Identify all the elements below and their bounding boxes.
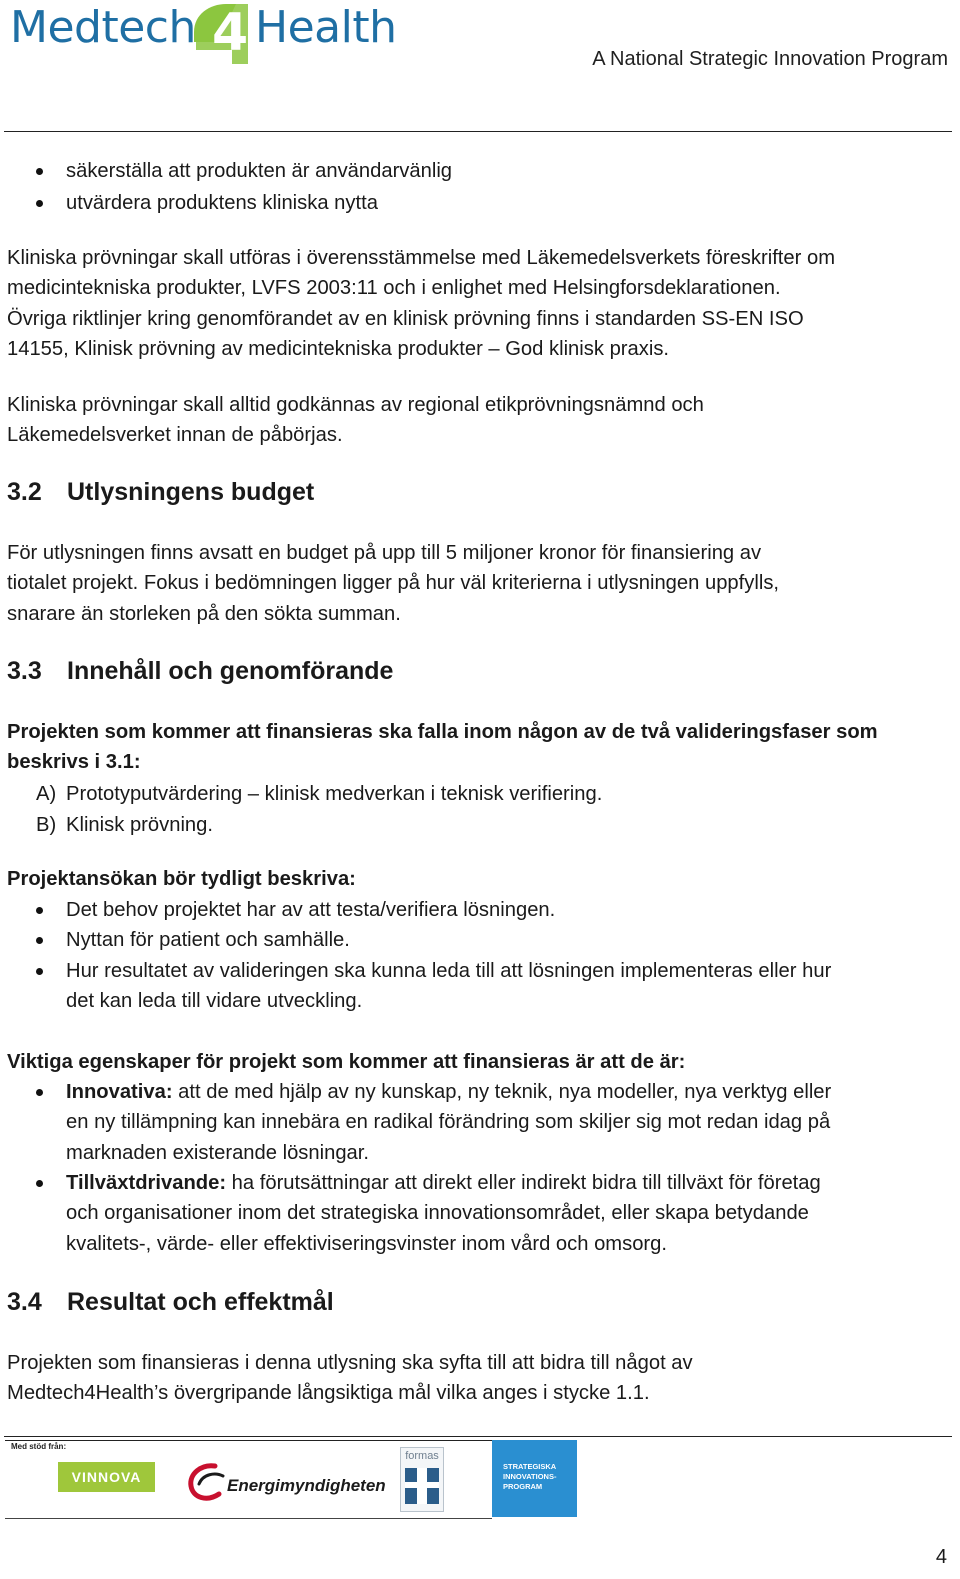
energimyndigheten-swoosh-icon: [185, 1460, 229, 1504]
list-item: Nyttan för patient och samhälle.: [66, 925, 946, 955]
formas-logo: formas: [400, 1447, 444, 1512]
bullet-icon: [36, 1089, 43, 1096]
logo-text-medtech: Medtech: [10, 2, 196, 53]
section-heading-3-3: 3.3 Innehåll och genomförande: [7, 657, 394, 685]
paragraph-results-goals: Projekten som finansieras i denna utlysning ska syfta till att bidra till något av Medtech4Health’s övergripande långsiktiga mål vilka anges i stycke 1.1.: [7, 1352, 693, 1405]
page-number: 4: [935, 1546, 947, 1568]
program-tagline: A National Strategic Innovation Program: [592, 48, 948, 70]
list-item-phase-a: A) Prototyputvärdering – klinisk medverkan i teknisk verifiering.: [36, 783, 603, 805]
logo-text-health: Health: [255, 2, 397, 53]
logo-4-icon: [188, 2, 254, 64]
list-item: Det behov projektet har av att testa/verifiera lösningen.: [66, 895, 946, 925]
list-item: säkerställa att produkten är användarvänlig: [66, 156, 946, 186]
bullet-icon: [36, 937, 43, 944]
paragraph-budget: För utlysningen finns avsatt en budget på upp till 5 miljoner kronor för finansiering av tiotalet projekt. Fokus i bedömningen ligger på hur väl kriterierna i utlysningen uppfylls, snarare än storleken på den sökta summan.: [7, 542, 780, 625]
header-rule: [4, 131, 952, 132]
list-item: utvärdera produktens kliniska nytta: [66, 188, 946, 218]
bullet-icon: [36, 1180, 43, 1187]
paragraph-ethics-approval: Kliniska prövningar skall alltid godkännas av regional etikprövningsnämnd och Läkemedelsverket innan de påbörjas.: [7, 394, 704, 447]
subheading-important-properties: Viktiga egenskaper för projekt som kommer att finansieras är att de är:: [7, 1051, 686, 1073]
bullet-icon: [36, 200, 43, 207]
list-item-phase-b: B) Klinisk prövning.: [36, 814, 213, 836]
footer-rule: [4, 1436, 952, 1437]
bullet-icon: [36, 168, 43, 175]
bullet-icon: [36, 907, 43, 914]
list-item-innovative: Innovativa: att de med hjälp av ny kunskap, ny teknik, nya modeller, nya verktyg eller en ny tillämpning kan innebära en radikal förändring som skiljer sig mot redan idag på marknaden existerande lösningar.: [66, 1077, 946, 1168]
formas-emblem-icon: [401, 1464, 443, 1509]
strategic-innovation-program-logo: STRATEGISKA INNOVATIONS- PROGRAM: [492, 1440, 577, 1517]
paragraph-clinical-regulations: Kliniska prövningar skall utföras i överensstämmelse med Läkemedelsverkets föreskrifter om medicintekniska produkter, LVFS 2003:11 och i enlighet med Helsingforsdeklarationen. Övriga riktlinjer kring genomförandet av en klinisk prövning finns i standarden SS-EN ISO 14155, Klinisk prövning av medicintekniska produkter – God klinisk praxis.: [7, 247, 836, 360]
vinnova-logo: VINNOVA: [58, 1462, 155, 1492]
section-heading-3-4: 3.4 Resultat och effektmål: [7, 1288, 334, 1316]
logo-mark-digit: 4: [212, 3, 249, 63]
list-item-growth-driving: Tillväxtdrivande: ha förutsättningar att direkt eller indirekt bidra till tillväxt för företag och organisationer inom det strategiska innovationsområdet, eller skapa betydande kvalitets-, värde- eller effektiviseringsvinster inom vård och omsorg.: [66, 1168, 946, 1259]
section-heading-3-2: 3.2 Utlysningens budget: [7, 478, 315, 506]
support-label: Med stöd från:: [11, 1442, 67, 1451]
paragraph-validation-phases-intro: Projekten som kommer att finansieras ska falla inom någon av de två valideringsfaser som beskrivs i 3.1:: [7, 721, 878, 774]
subheading-application-should-describe: Projektansökan bör tydligt beskriva:: [7, 868, 356, 890]
list-item: Hur resultatet av valideringen ska kunna leda till att lösningen implementeras eller hur det kan leda till vidare utveckling.: [66, 956, 946, 1017]
bullet-icon: [36, 968, 43, 975]
